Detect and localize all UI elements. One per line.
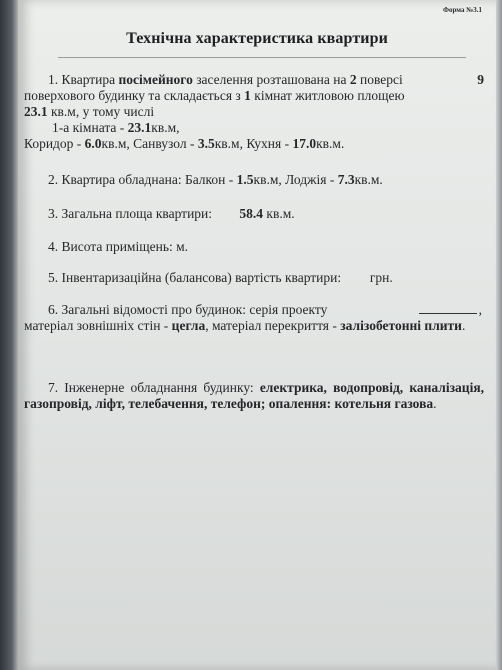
section-7-engineering: 7. Інженерне обладнання будинку: електрика, водопровід, каналізація, газопровід, ліфт, телебачення, телефон; опалення: котельня газова. bbox=[24, 380, 484, 411]
section-4-height: 4. Висота приміщень: м. bbox=[48, 239, 189, 254]
room1-area: 23.1 bbox=[127, 120, 152, 135]
item-number: 1. bbox=[48, 72, 59, 87]
room1-line: 1-а кімната - 23.1кв.м, bbox=[52, 120, 180, 135]
wall-material: цегла bbox=[171, 318, 206, 333]
corridor-area: 6.0 bbox=[84, 136, 102, 151]
title-divider bbox=[58, 57, 466, 58]
floors-total: 9 bbox=[477, 72, 484, 87]
floor-number: 2 bbox=[349, 72, 357, 87]
settlement-type: посімейного bbox=[118, 72, 193, 87]
balcony-area: 1.5 bbox=[236, 172, 254, 187]
right-edge bbox=[496, 0, 502, 670]
rooms-count: 1 bbox=[244, 88, 251, 103]
total-area-value: 58.4 bbox=[239, 206, 264, 221]
binder-edge bbox=[0, 0, 20, 670]
section-5-value: 5. Інвентаризаційна (балансова) вартість квартири: грн. bbox=[48, 270, 393, 285]
form-number: Форма №3.1 bbox=[442, 6, 482, 14]
bathroom-area: 3.5 bbox=[197, 136, 215, 151]
rooms-breakdown-line: Коридор - 6.0кв.м, Санвузол - 3.5кв.м, Кухня - 17.0кв.м. bbox=[24, 136, 345, 151]
section-3-total-area: 3. Загальна площа квартири: 58.4 кв.м. bbox=[48, 206, 295, 221]
engineering-equipment: електрика, водопровід, каналізація, газопровід, ліфт, телебачення, телефон; опалення: котельня газова bbox=[24, 380, 484, 411]
document-title: Технічна характеристика квартири bbox=[126, 30, 388, 47]
section-6-building-info: 6. Загальні відомості про будинок: серія проекту , матеріал зовнішніх стін - цегла, матеріал перекриття - залізобетонні плити. bbox=[24, 302, 482, 333]
section-1-apartment-description: 1. Квартира посімейного заселення розташована на 2 поверсі 9 поверхового будинку та складається з 1 кімнат житловою площею 23.1 кв.м, у тому числі 1-а кімната - 23.1кв.м, Коридор - 6.0кв.м, Санвузол - 3.5кв.м, Кухня - 17.0кв.м. bbox=[24, 72, 484, 151]
living-area-value: 23.1 bbox=[24, 104, 48, 119]
floor-material: залізобетонні плити bbox=[340, 318, 462, 333]
section-2-equipment: 2. Квартира обладнана: Балкон - 1.5кв.м, Лоджія - 7.3кв.м. bbox=[48, 172, 383, 187]
document-page bbox=[18, 0, 496, 670]
loggia-area: 7.3 bbox=[337, 172, 355, 187]
project-series-blank bbox=[419, 313, 477, 314]
kitchen-area: 17.0 bbox=[292, 136, 317, 151]
